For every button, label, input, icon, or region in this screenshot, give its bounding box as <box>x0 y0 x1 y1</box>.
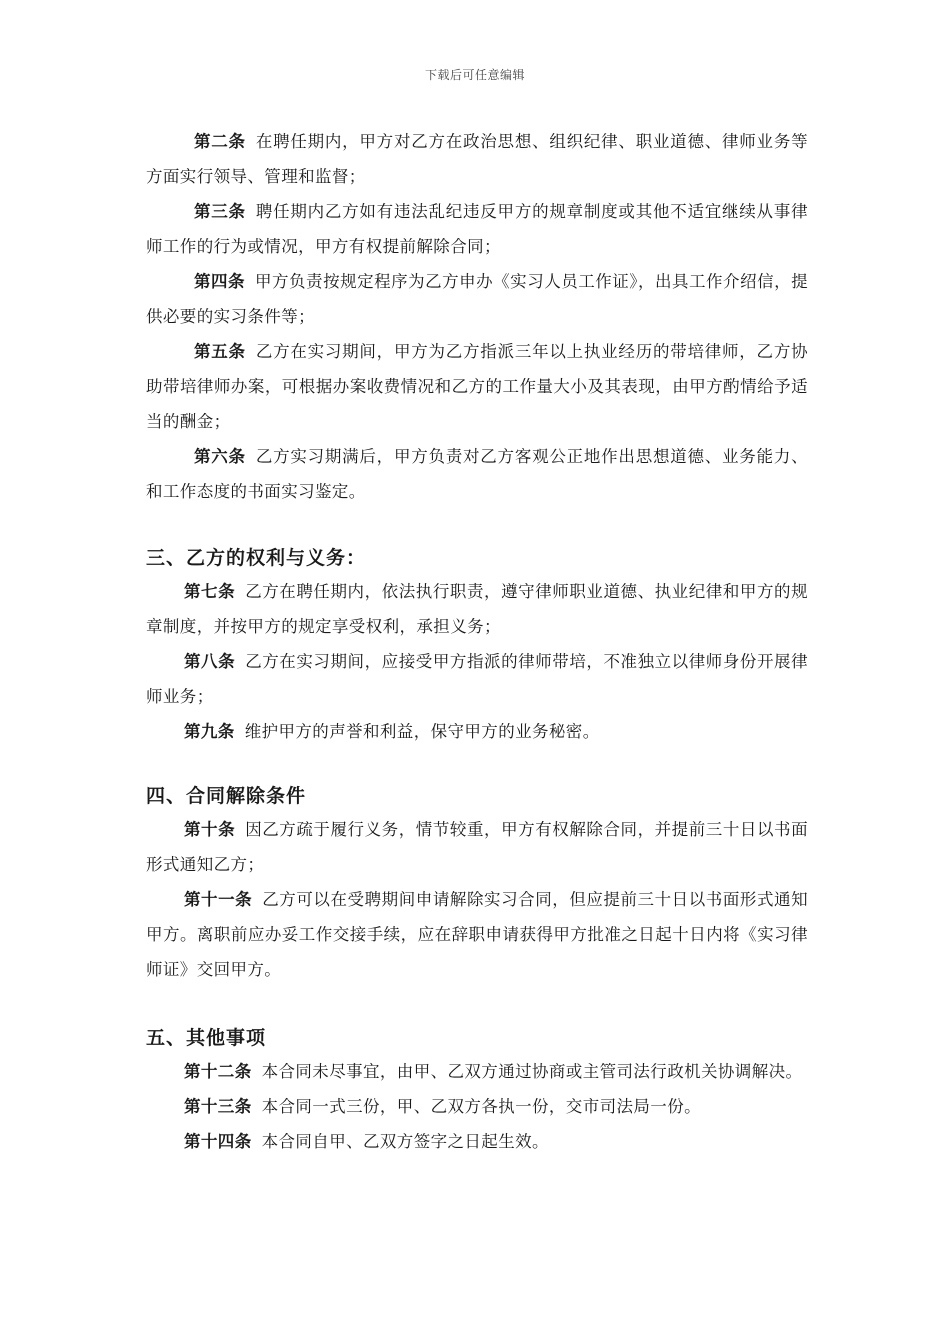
article-10 <box>146 812 808 882</box>
article-number: 第十四条 <box>184 1132 252 1151</box>
article-14 <box>146 1124 808 1159</box>
article-text: 本合同一式三份，甲、乙双方各执一份，交市司法局一份。 <box>261 1097 702 1116</box>
article-13 <box>146 1089 808 1124</box>
article-text: 本合同未尽事宜，由甲、乙双方通过协商或主管司法行政机关协调解决。 <box>261 1062 803 1081</box>
article-text: 乙方在聘任期内，依法执行职责，遵守律师职业道德、执业纪律和甲方的规章制度，并按甲方的规定享受权利，承担义务； <box>146 582 809 636</box>
article-4 <box>146 264 808 334</box>
article-text: 乙方实习期满后，甲方负责对乙方客观公正地作出思想道德、业务能力、和工作态度的书面实习鉴定。 <box>146 447 808 501</box>
article-8 <box>146 644 808 714</box>
article-number: 第四条 <box>194 272 246 291</box>
article-9 <box>146 714 808 749</box>
article-text: 聘任期内乙方如有违法乱纪违反甲方的规章制度或其他不适宜继续从事律师工作的行为或情况，甲方有权提前解除合同； <box>146 202 808 256</box>
page-header: 下载后可任意编辑 <box>424 68 525 82</box>
article-number: 第十一条 <box>184 890 253 909</box>
article-text: 乙方可以在受聘期间申请解除实习合同，但应提前三十日以书面形式通知甲方。离职前应办妥工作交接手续，应在辞职申请获得甲方批准之日起十日内将《实习律师证》交回甲方。 <box>146 890 808 979</box>
article-11 <box>146 882 808 987</box>
document-body <box>146 124 808 1159</box>
article-6 <box>146 439 808 509</box>
article-number: 第五条 <box>194 342 246 361</box>
article-text: 乙方在实习期间，甲方为乙方指派三年以上执业经历的带培律师，乙方协助带培律师办案，可根据办案收费情况和乙方的工作量大小及其表现，由甲方酌情给予适当的酬金； <box>146 342 808 431</box>
article-12 <box>146 1054 808 1089</box>
article-number: 第八条 <box>184 652 236 671</box>
section-title-other: 五、其他事项 <box>146 1027 267 1049</box>
article-number: 第十二条 <box>184 1062 252 1081</box>
article-text: 因乙方疏于履行义务，情节较重，甲方有权解除合同，并提前三十日以书面形式通知乙方； <box>146 820 809 874</box>
article-text: 甲方负责按规定程序为乙方申办《实习人员工作证》，出具工作介绍信，提供必要的实习条件等； <box>146 272 808 326</box>
article-2 <box>146 124 808 194</box>
article-7 <box>146 574 808 644</box>
section-title-termination: 四、合同解除条件 <box>146 785 307 807</box>
article-number: 第十三条 <box>184 1097 252 1116</box>
article-text: 本合同自甲、乙双方签字之日起生效。 <box>261 1132 549 1151</box>
article-number: 第六条 <box>194 447 246 466</box>
article-number: 第三条 <box>194 202 246 221</box>
article-5 <box>146 334 808 439</box>
article-text: 维护甲方的声誉和利益，保守甲方的业务秘密。 <box>244 722 600 741</box>
article-text: 乙方在实习期间，应接受甲方指派的律师带培，不准独立以律师身份开展律师业务； <box>146 652 809 706</box>
article-number: 第九条 <box>184 722 235 741</box>
section-title-rights: 三、乙方的权利与义务： <box>146 547 367 569</box>
article-3 <box>146 194 808 264</box>
article-number: 第二条 <box>194 132 246 151</box>
article-text: 在聘任期内，甲方对乙方在政治思想、组织纪律、职业道德、律师业务等方面实行领导、管理和监督； <box>146 132 808 186</box>
article-number: 第十条 <box>184 820 236 839</box>
article-number: 第七条 <box>184 582 236 601</box>
